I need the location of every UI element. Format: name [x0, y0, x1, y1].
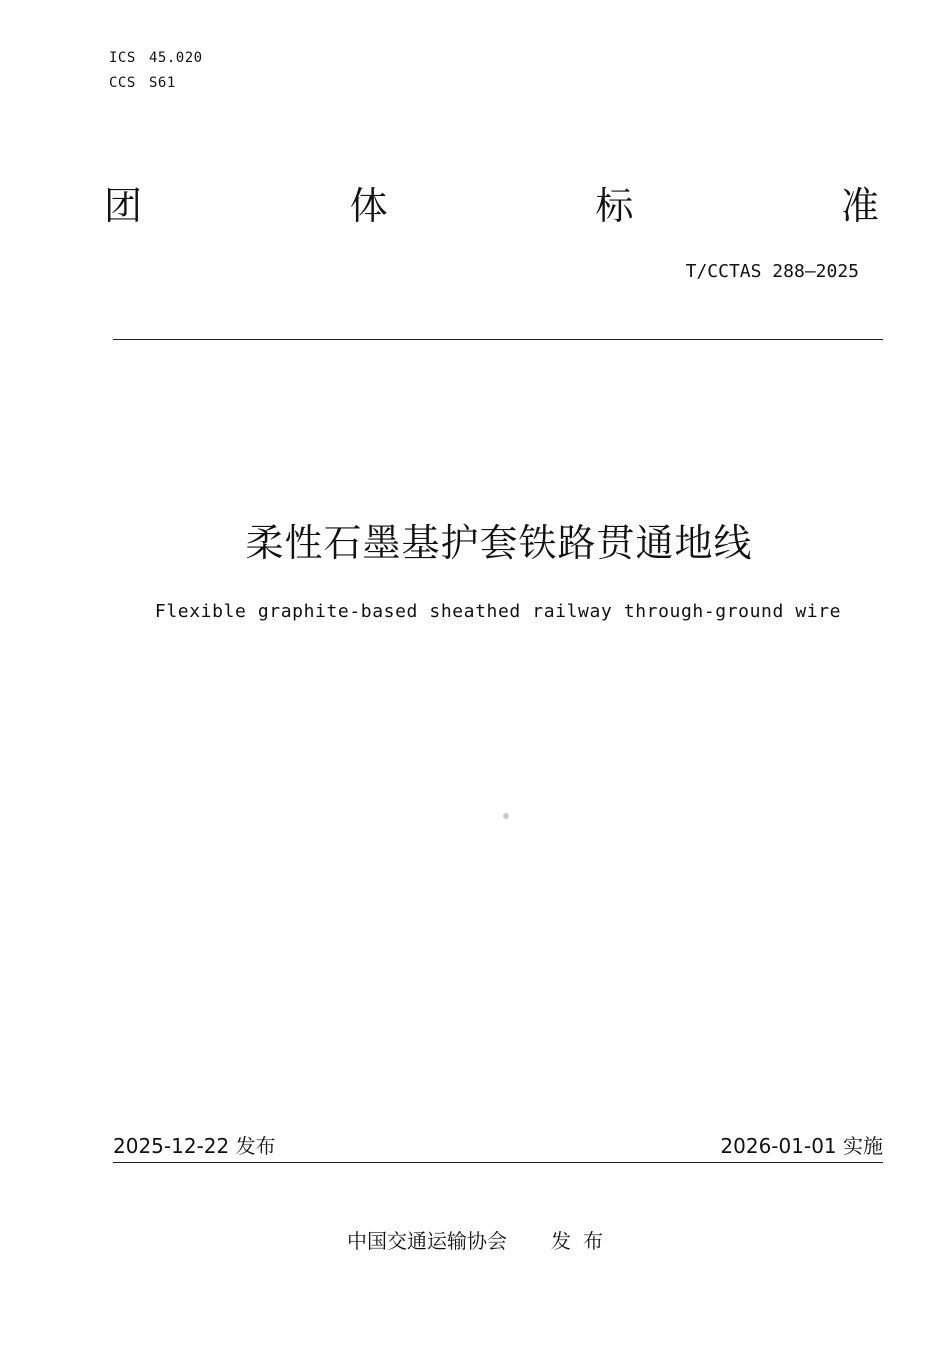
document-title-english: Flexible graphite-based sheathed railway through-ground wire [154, 601, 842, 622]
ccs-row [109, 71, 203, 96]
publisher-line [347, 1226, 615, 1256]
header-divider [113, 339, 883, 340]
standard-type-char-2: 体 [349, 184, 388, 228]
ics-label: ICS [109, 50, 136, 66]
ccs-value: S61 [149, 75, 176, 91]
publisher-name: 中国交通运输协会 [347, 1229, 507, 1253]
faint-dot-mark [503, 813, 509, 819]
standard-type-char-3: 标 [595, 184, 634, 228]
classification-block [109, 46, 203, 96]
ics-value: 45.020 [149, 50, 203, 66]
standard-type-char-4: 准 [840, 184, 879, 228]
publisher-verb: 发布 [551, 1229, 615, 1253]
issue-verb: 发布 [235, 1134, 276, 1158]
implement-date-line [720, 1131, 883, 1161]
standard-type-char-1: 团 [104, 184, 143, 228]
footer-divider [113, 1162, 883, 1163]
standard-number: T/CCTAS 288—2025 [685, 261, 859, 282]
issue-date: 2025-12-22 [113, 1134, 230, 1158]
ccs-label: CCS [109, 75, 136, 91]
standard-type-heading [104, 180, 879, 232]
implement-verb: 实施 [843, 1134, 883, 1158]
issue-date-line [113, 1131, 276, 1161]
ics-row [109, 46, 203, 71]
implement-date: 2026-01-01 [720, 1134, 837, 1158]
document-title-chinese: 柔性石墨基护套铁路贯通地线 [245, 521, 753, 565]
